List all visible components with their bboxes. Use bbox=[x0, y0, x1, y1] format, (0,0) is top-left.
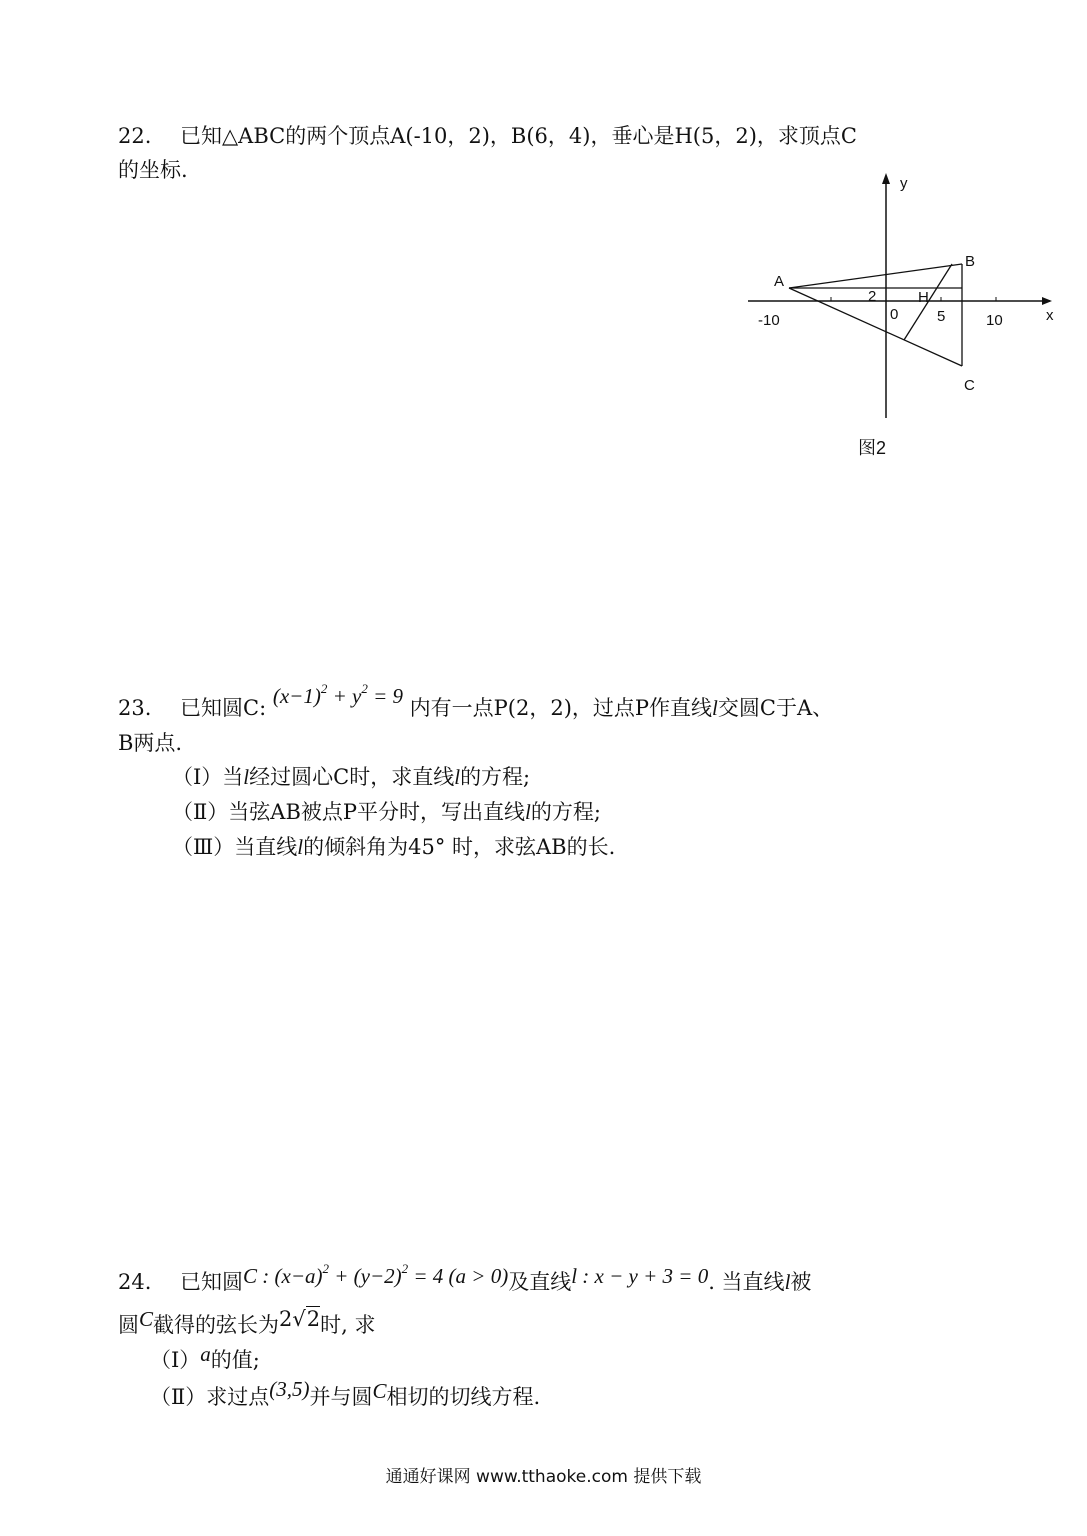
q23-intro: 已知圆C: bbox=[180, 696, 267, 720]
y-axis-label: y bbox=[900, 175, 908, 192]
q23-line2: B两点. bbox=[118, 731, 183, 755]
page-footer: 通通好课网 www.tthaoke.com 提供下载 bbox=[385, 1467, 702, 1487]
x-axis-label: x bbox=[1046, 307, 1054, 324]
x-axis-arrow-icon bbox=[1042, 297, 1052, 305]
tick-label-0: 0 bbox=[890, 306, 899, 323]
y-axis-arrow-icon bbox=[882, 173, 890, 184]
q24-after: . 当直线 bbox=[708, 1270, 785, 1294]
q24-number: 24. bbox=[118, 1270, 152, 1294]
q22-text: 已知△ABC的两个顶点A(-10，2)，B(6，4)，垂心是H(5，2)，求顶点C bbox=[180, 124, 857, 148]
point-a-label: A bbox=[774, 273, 785, 290]
q22-line1 bbox=[118, 122, 857, 150]
q23-line-symbol: l bbox=[712, 696, 718, 720]
q24-line2: 圆C截得的弦长为2√2时, 求 bbox=[118, 1307, 376, 1337]
tick-label-neg10: -10 bbox=[758, 312, 780, 329]
q23-part2: （Ⅱ）当弦AB被点P平分时，写出直线l的方程; bbox=[172, 800, 601, 824]
q23-part3: （Ⅲ）当直线l的倾斜角为45° 时，求弦AB的长. bbox=[172, 835, 616, 859]
q24-intro: 已知圆 bbox=[180, 1270, 243, 1294]
figure-caption: 图2 bbox=[858, 438, 887, 458]
tick-label-5: 5 bbox=[937, 308, 946, 325]
side-ab bbox=[789, 264, 962, 288]
q24-circle-equation: C : $(x-a)^2 + (y-2)^2 = 4$ (a > 0) bbox=[243, 1261, 509, 1288]
q23-tail: 交圆C于A、 bbox=[717, 696, 834, 720]
q24-sqrt-expression: 2√2 bbox=[279, 1307, 321, 1331]
q24-part2: （Ⅱ）求过点(3,5)并与圆C相切的切线方程. bbox=[150, 1377, 541, 1409]
q23-equation: $(x-1)^2 + y^2 = 9$ bbox=[272, 681, 403, 708]
q23-after-eq: 内有一点P(2，2)，过点P作直线 bbox=[403, 696, 713, 720]
q22-line2: 的坐标. bbox=[118, 158, 188, 182]
q23-part1: （Ⅰ）当l经过圆心C时，求直线l的方程; bbox=[172, 765, 531, 789]
point-h-label: H bbox=[918, 289, 929, 306]
q24-tail: 被 bbox=[790, 1270, 812, 1294]
q24-line1 bbox=[118, 1261, 812, 1296]
tick-label-10: 10 bbox=[986, 312, 1003, 329]
q22-number: 22. bbox=[118, 124, 152, 148]
q23-line1 bbox=[118, 681, 834, 722]
figure-2 bbox=[740, 168, 1060, 468]
q24-line-equation: l : x − y + 3 = 0 bbox=[571, 1264, 709, 1288]
tick-label-2: 2 bbox=[868, 288, 877, 305]
q24-mid: 及直线 bbox=[508, 1270, 572, 1294]
point-c-label: C bbox=[964, 377, 975, 394]
q24-part1: （Ⅰ）a的值; bbox=[150, 1342, 260, 1372]
q24-line-symbol: l bbox=[784, 1270, 791, 1294]
q23-number: 23. bbox=[118, 696, 152, 720]
point-b-label: B bbox=[965, 253, 976, 270]
